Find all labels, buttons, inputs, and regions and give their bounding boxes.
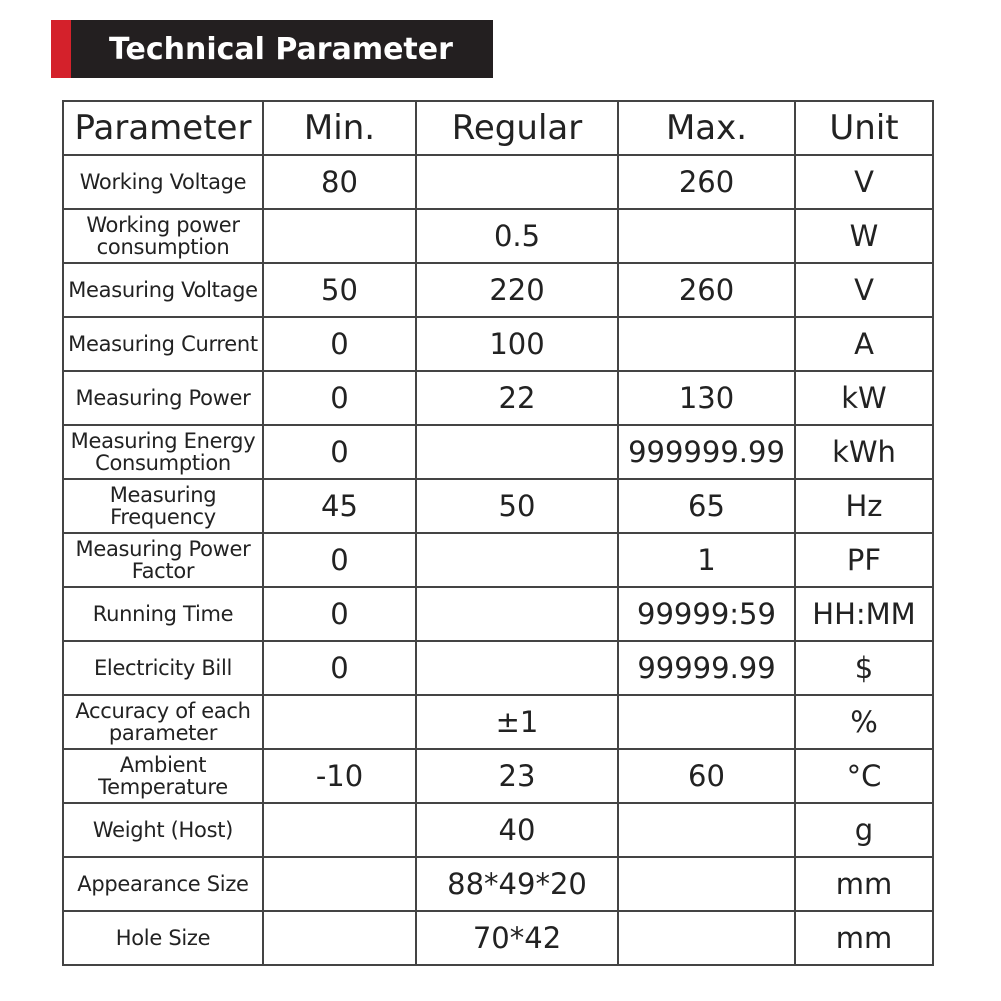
param-unit: kW (795, 371, 933, 425)
param-regular (416, 155, 618, 209)
table-row (63, 209, 933, 263)
banner-title: Technical Parameter (109, 32, 453, 67)
banner-accent-bar (51, 20, 71, 78)
param-max: 1 (618, 533, 795, 587)
header-parameter: Parameter (63, 101, 263, 155)
param-unit: A (795, 317, 933, 371)
param-unit: V (795, 263, 933, 317)
param-unit: kWh (795, 425, 933, 479)
param-max: 99999:59 (618, 587, 795, 641)
param-name: Working Voltage (63, 155, 263, 209)
param-unit: g (795, 803, 933, 857)
param-name: Electricity Bill (63, 641, 263, 695)
param-unit: $ (795, 641, 933, 695)
param-min (263, 911, 416, 965)
header-regular: Regular (416, 101, 618, 155)
header-max: Max. (618, 101, 795, 155)
param-min (263, 695, 416, 749)
param-max: 130 (618, 371, 795, 425)
param-unit: % (795, 695, 933, 749)
param-min: 80 (263, 155, 416, 209)
param-name: Appearance Size (63, 857, 263, 911)
param-unit: W (795, 209, 933, 263)
param-regular (416, 533, 618, 587)
param-name: Measuring Power (63, 371, 263, 425)
param-regular (416, 425, 618, 479)
param-regular: 100 (416, 317, 618, 371)
parameter-table (62, 100, 934, 966)
param-unit: V (795, 155, 933, 209)
table-row (63, 425, 933, 479)
table-row (63, 371, 933, 425)
param-regular: ±1 (416, 695, 618, 749)
table-row (63, 749, 933, 803)
table-row (63, 641, 933, 695)
param-max (618, 209, 795, 263)
param-min (263, 803, 416, 857)
table-header-row (63, 101, 933, 155)
header-unit: Unit (795, 101, 933, 155)
header-min: Min. (263, 101, 416, 155)
param-regular: 0.5 (416, 209, 618, 263)
param-name: Measuring Voltage (63, 263, 263, 317)
param-name: Hole Size (63, 911, 263, 965)
param-name: Measuring Current (63, 317, 263, 371)
table-row (63, 479, 933, 533)
param-regular: 23 (416, 749, 618, 803)
param-min: 0 (263, 533, 416, 587)
param-regular: 70*42 (416, 911, 618, 965)
param-min: 0 (263, 587, 416, 641)
param-unit: Hz (795, 479, 933, 533)
table-row (63, 695, 933, 749)
param-max (618, 695, 795, 749)
param-name: Measuring Frequency (63, 479, 263, 533)
param-max (618, 803, 795, 857)
param-unit: HH:MM (795, 587, 933, 641)
param-max: 65 (618, 479, 795, 533)
param-regular: 88*49*20 (416, 857, 618, 911)
table-row (63, 155, 933, 209)
param-min: 0 (263, 317, 416, 371)
param-min: 0 (263, 371, 416, 425)
param-unit: PF (795, 533, 933, 587)
param-unit: mm (795, 911, 933, 965)
param-regular: 40 (416, 803, 618, 857)
section-banner (51, 20, 493, 78)
param-min: 45 (263, 479, 416, 533)
param-name: Ambient Temperature (63, 749, 263, 803)
param-name: Measuring Energy Consumption (63, 425, 263, 479)
param-name: Measuring Power Factor (63, 533, 263, 587)
param-max (618, 857, 795, 911)
param-name: Weight (Host) (63, 803, 263, 857)
param-regular: 50 (416, 479, 618, 533)
param-max: 999999.99 (618, 425, 795, 479)
param-name: Working power consumption (63, 209, 263, 263)
table-row (63, 587, 933, 641)
param-max (618, 317, 795, 371)
table-row (63, 803, 933, 857)
param-regular: 22 (416, 371, 618, 425)
param-name: Accuracy of each parameter (63, 695, 263, 749)
table-row (63, 533, 933, 587)
param-min: 0 (263, 425, 416, 479)
param-unit: mm (795, 857, 933, 911)
table-row (63, 263, 933, 317)
param-max: 260 (618, 263, 795, 317)
table-row (63, 857, 933, 911)
param-max (618, 911, 795, 965)
param-max: 60 (618, 749, 795, 803)
param-regular (416, 641, 618, 695)
param-min: 50 (263, 263, 416, 317)
param-unit: °C (795, 749, 933, 803)
param-max: 260 (618, 155, 795, 209)
table-row (63, 317, 933, 371)
param-min (263, 857, 416, 911)
param-min: 0 (263, 641, 416, 695)
param-min: -10 (263, 749, 416, 803)
param-max: 99999.99 (618, 641, 795, 695)
param-min (263, 209, 416, 263)
table-row (63, 911, 933, 965)
param-regular: 220 (416, 263, 618, 317)
param-regular (416, 587, 618, 641)
param-name: Running Time (63, 587, 263, 641)
